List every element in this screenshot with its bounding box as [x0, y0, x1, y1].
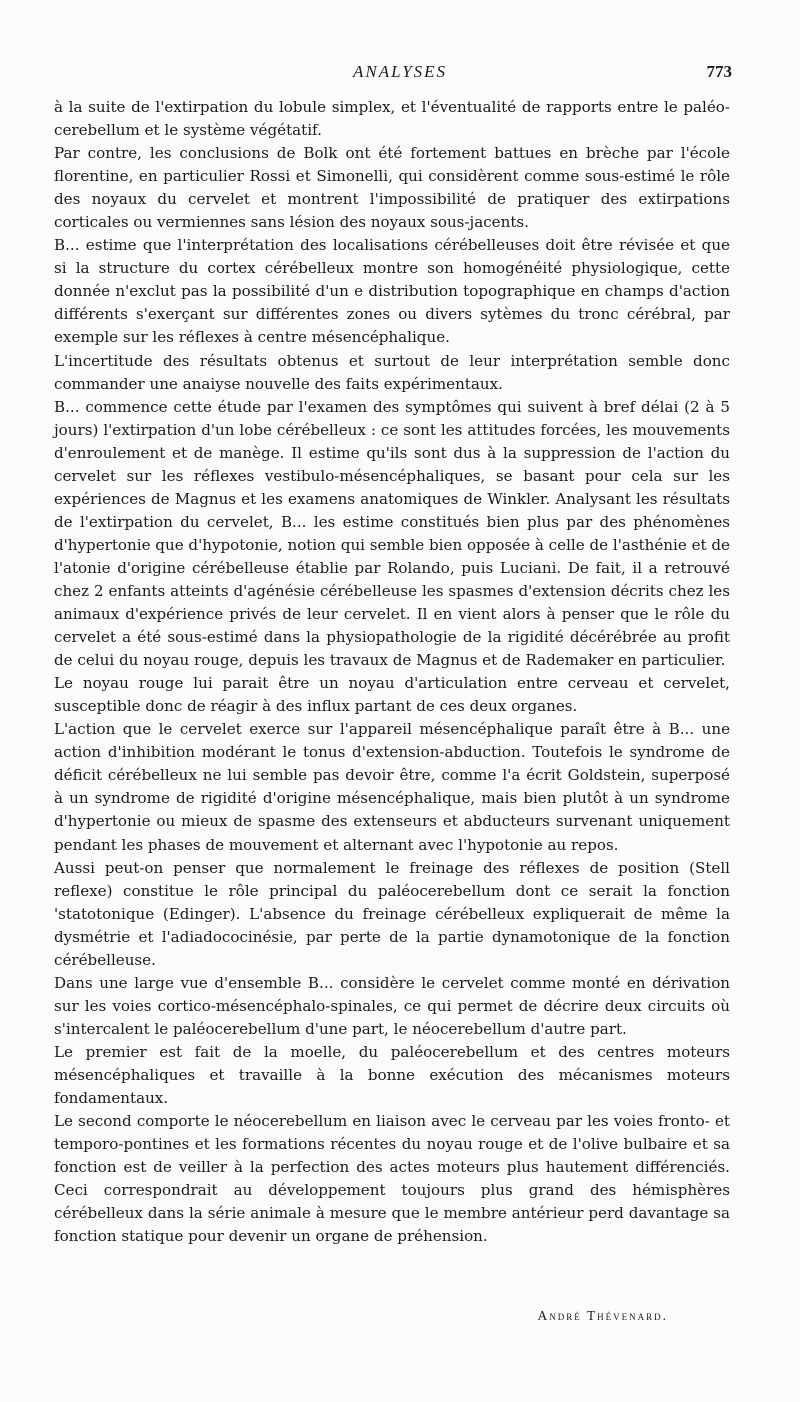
paragraph-8: Aussi peut-on penser que normalement le freinage des réflexes de position (Stell reflexe) constitue le rôle principal du paléocerebellum dont ce serait la fonction 'statotonique (Edinger). L'absence du freinage cérébelleux expliquerait de même la dysmétrie et l'adiadococinésie, par perte de la partie dynamotonique de la fonction cérébelleuse.: [54, 858, 730, 969]
article-body: [54, 96, 730, 1248]
paragraph-1: à la suite de l'extirpation du lobule simplex, et l'éventualité de rapports entre le paléo-cerebellum et le système végétatif.: [54, 98, 730, 140]
running-head: [0, 62, 800, 88]
paragraph-3: B... estime que l'interprétation des localisations cérébelleuses doit être révisée et que si la structure du cortex cérébelleux montre son homogénéité physiologique, cette donnée n'exclut pas la possibilité d'un e distribution topographique en champs d'action différents s'exerçant sur différentes zones ou divers sytèmes du tronc cérébral, par exemple sur les réflexes à centre mésencéphalique.: [54, 236, 730, 347]
paragraph-11: Le second comporte le néocerebellum en liaison avec le cerveau par les voies fronto- et temporo-pontines et les formations récentes du noyau rouge et de l'olive bulbaire et sa fonction est de veiller à la perfection des actes moteurs plus hautement différenciés. Ceci correspondrait au développement toujours plus grand des hémisphères cérébelleux dans la série animale à mesure que le membre antérieur perd davantage sa fonction statique pour devenir un organe de préhension.: [54, 1112, 730, 1246]
paragraph-10: Le premier est fait de la moelle, du paléocerebellum et des centres moteurs mésencéphaliques et travaille à la bonne exécution des mécanismes moteurs fondamentaux.: [54, 1042, 730, 1108]
running-head-title: ANALYSES: [352, 62, 448, 81]
page-number: 773: [706, 62, 732, 81]
paragraph-7: L'action que le cervelet exerce sur l'appareil mésencéphalique paraît être à B... une action d'inhibition modérant le tonus d'extension-abduction. Toutefois le syndrome de déficit cérébelleux ne lui semble pas devoir être, comme l'a écrit Goldstein, superposé à un syndrome de rigidité d'origine mésencéphalique, mais bien plutôt à un syndrome d'hypertonie ou mieux de spasme des extenseurs et abducteurs survenant uniquement pendant les phases de mouvement et alternant avec l'hypotonie au repos.: [54, 720, 730, 854]
author-signature: André Thévenard.: [537, 1308, 668, 1323]
paragraph-6: Le noyau rouge lui parait être un noyau d'articulation entre cerveau et cervelet, susceptible donc de réagir à des influx partant de ces deux organes.: [54, 674, 730, 716]
paragraph-9: Dans une large vue d'ensemble B... considère le cervelet comme monté en dérivation sur les voies cortico-mésencéphalo-spinales, ce qui permet de décrire deux circuits où s'intercalent le paléocerebellum d'une part, le néocerebellum d'autre part.: [54, 973, 730, 1038]
paragraph-4: L'incertitude des résultats obtenus et surtout de leur interprétation semble donc commander une anaiyse nouvelle des faits expérimentaux.: [54, 351, 730, 393]
paragraph-5: B... commence cette étude par l'examen des symptômes qui suivent à bref délai (2 à 5 jours) l'extirpation d'un lobe cérébelleux : ce sont les attitudes forcées, les mouvements d'enroulement et de manège. Il estime qu'ils sont dus à la suppression de l'action du cervelet sur les réflexes vestibulo-mésencéphaliques, se basant pour cela sur les expériences de Magnus et les examens anatomiques de Winkler. Analysant les résultats de l'extirpation du cervelet, B... les estime constitués bien plus par des phénomènes d'hypertonie que d'hypotonie, notion qui semble bien opposée à celle de l'asthénie et de l'atonie d'origine cérébelleuse établie par Rolando, puis Luciani. De fait, il a retrouvé chez 2 enfants atteints d'agénésie cérébelleuse les spasmes d'extension décrits chez les animaux d'expérience privés de leur cervelet. Il en vient alors à penser que le rôle du cervelet a été sous-estimé dans la physiopathologie de la rigidité décérébrée au profit de celui du noyau rouge, depuis les travaux de Magnus et de Rademaker en particulier.: [54, 397, 730, 670]
paragraph-2: Par contre, les conclusions de Bolk ont été fortement battues en brèche par l'école florentine, en particulier Rossi et Simonelli, qui considèrent comme sous-estimé le rôle des noyaux du cervelet et montrent l'impossibilité de pratiquer des extirpations corticales ou vermiennes sans lésion des noyaux sous-jacents.: [54, 144, 730, 232]
